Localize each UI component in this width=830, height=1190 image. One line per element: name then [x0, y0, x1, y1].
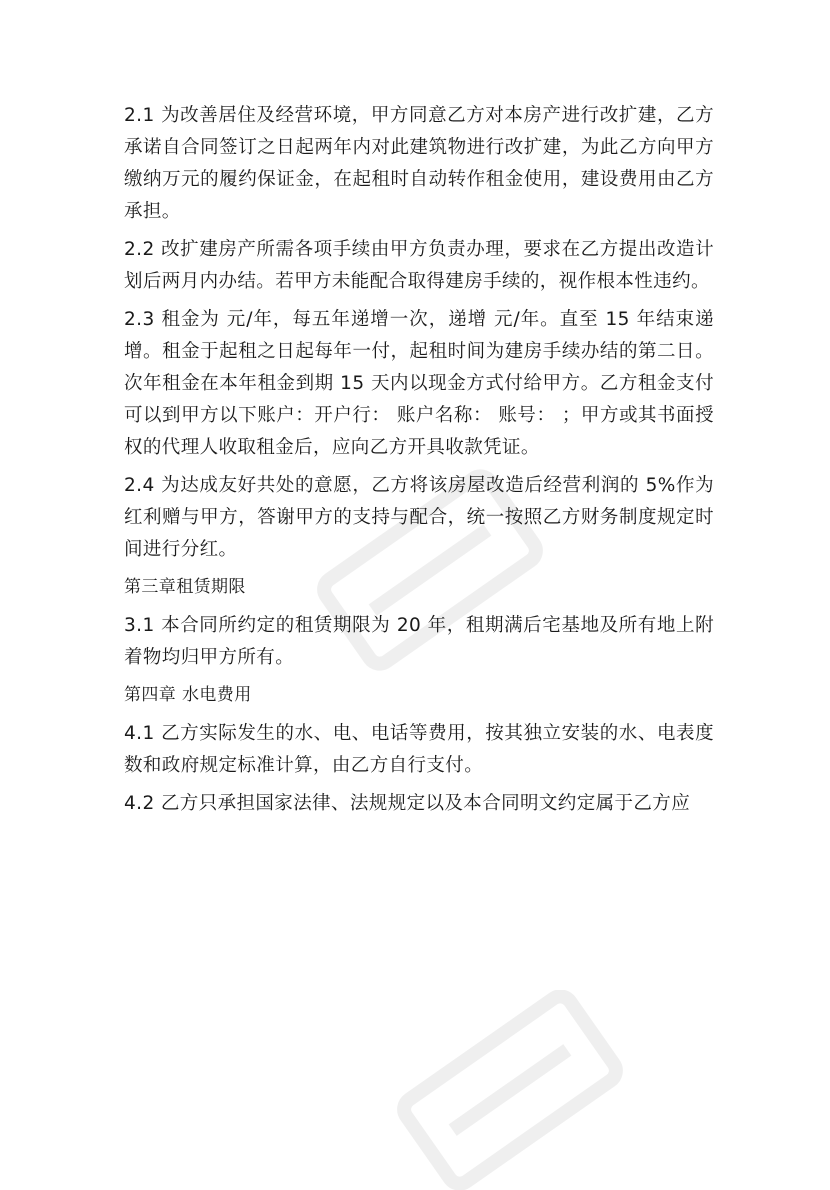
chapter-4-heading: 第四章 水电费用 [124, 685, 252, 705]
watermark-seal-icon [380, 990, 640, 1190]
clause-2-4: 2.4 为达成友好共处的意愿，乙方将该房屋改造后经营利润的 5%作为红利赠与甲方，答谢甲方的支持与配合，统一按照乙方财务制度规定时间进行分红。 [124, 475, 714, 560]
clause-2-3: 2.3 租金为 元/年，每五年递增一次，递增 元/年。直至 15 年结束递增。租金于起租之日起每年一付，起租时间为建房手续办结的第二日。次年租金在本年租金到期 15 天内以现金方式付给甲方。乙方租金支付可以到甲方以下账户：开户行： 账户名称： 账号： ；甲方或其书面授权的代理人收取租金后，应向乙方开具收款凭证。 [124, 309, 714, 458]
clause-2-1: 2.1 为改善居住及经营环境，甲方同意乙方对本房产进行改扩建，乙方承诺自合同签订之日起两年内对此建筑物进行改扩建，为此乙方向甲方缴纳万元的履约保证金，在起租时自动转作租金使用，建设费用由乙方承担。 [124, 105, 714, 222]
clause-4-2: 4.2 乙方只承担国家法律、法规规定以及本合同明文约定属于乙方应 [124, 793, 691, 814]
clause-2-2: 2.2 改扩建房产所需各项手续由甲方负责办理，要求在乙方提出改造计划后两月内办结。若甲方未能配合取得建房手续的，视作根本性违约。 [124, 239, 714, 292]
clause-4-1: 4.1 乙方实际发生的水、电、电话等费用，按其独立安装的水、电表度数和政府规定标准计算，由乙方自行支付。 [124, 723, 714, 776]
document-body [124, 100, 714, 826]
clause-3-1: 3.1 本合同所约定的租赁期限为 20 年，租期满后宅基地及所有地上附着物均归甲方所有。 [124, 615, 714, 668]
chapter-3-heading: 第三章租赁期限 [124, 577, 246, 597]
